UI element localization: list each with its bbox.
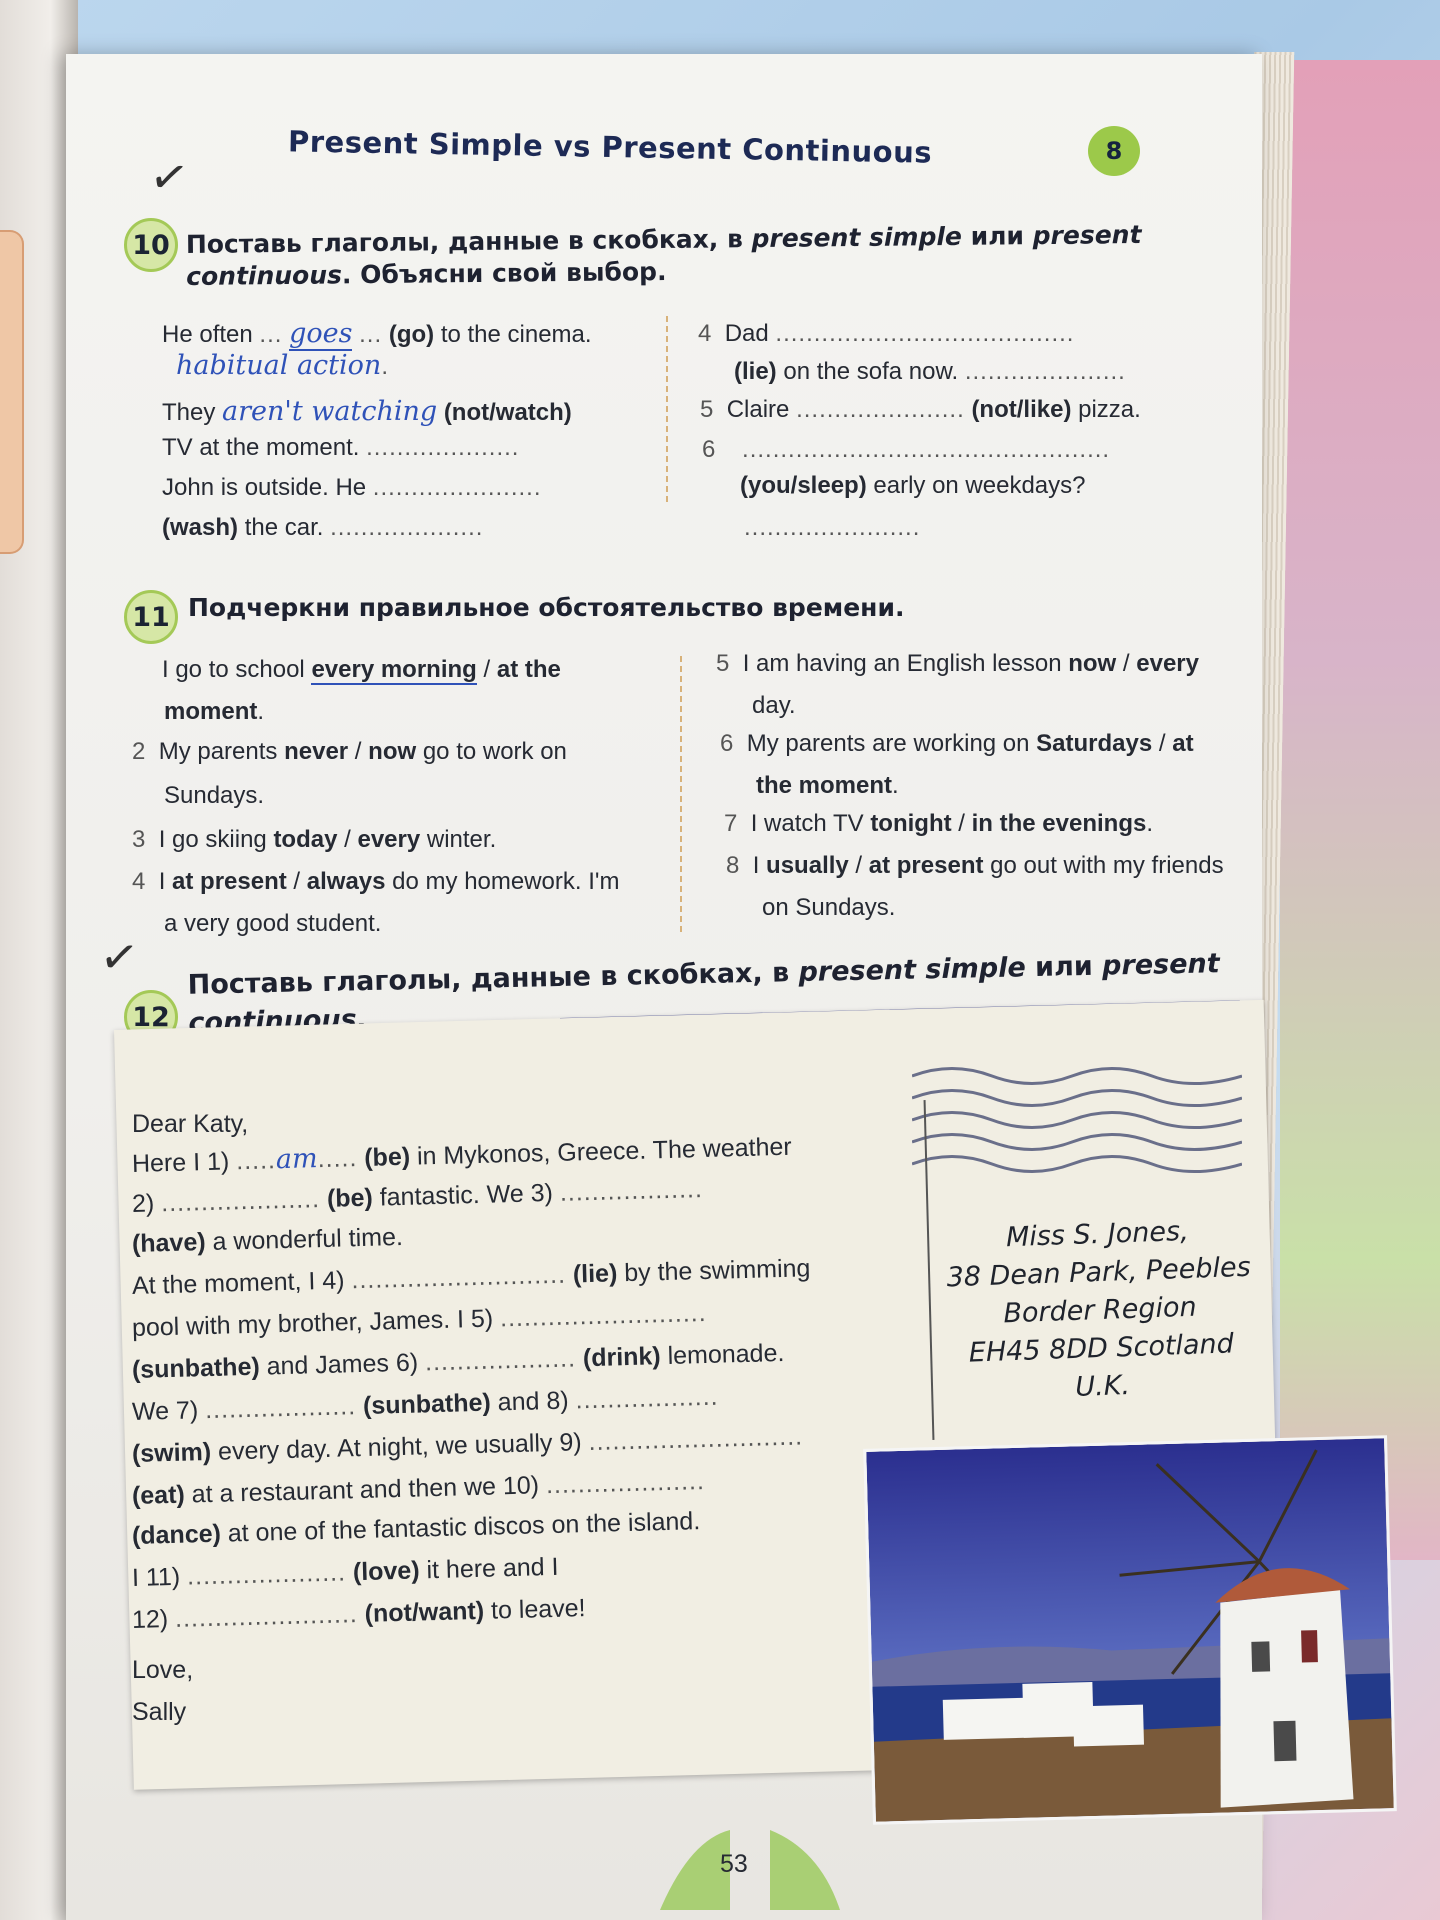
left-page-tab: [0, 230, 24, 554]
exercise-10-instruction: Поставь глаголы, данные в скобках, в present simple или present continuous. Объясни свой выбор.: [185, 219, 1142, 292]
letter-line-7: We 7) ................... (sunbathe) and 8) ..................: [131, 1382, 719, 1426]
ex10-item-3-cont: (wash) the car. ....................: [162, 514, 484, 541]
letter-line-5: pool with my brother, James. I 5) ..........................: [131, 1298, 707, 1342]
ex10-item-1-reason: habitual action.: [176, 350, 389, 381]
ex11-item-3: 3 I go skiing today / every winter.: [132, 826, 497, 853]
ex11-item-4: 4 I at present / always do my homework. I'm: [132, 868, 620, 895]
ex10-item-6-cont: (you/sleep) early on weekdays?: [740, 472, 1086, 499]
page-title: Present Simple vs Present Continuous: [287, 124, 933, 170]
ex11-item-2: 2 My parents never / now go to work on: [132, 738, 567, 765]
ex10-item-2-cont: TV at the moment. ....................: [162, 434, 520, 461]
letter-line-12: 12) ....................... (not/want) to leave!: [131, 1594, 586, 1634]
letter-line-4: At the moment, I 4) ........................... (lie) by the swimming: [131, 1254, 811, 1300]
postmark-waves: [912, 1056, 1242, 1176]
exercise-10-number: 10: [124, 218, 178, 272]
letter-answer-1: am: [275, 1143, 318, 1176]
ex11-item-7: 7 I watch TV tonight / in the evenings.: [724, 810, 1153, 837]
letter-line-10: (dance) at one of the fantastic discos on the island.: [131, 1507, 701, 1550]
exercise-12-instruction: Поставь глаголы, данные в скобках, в present simple или present continuous.: [187, 948, 1220, 1039]
ex11-item-5: 5 I am having an English lesson now / every: [716, 650, 1199, 677]
map-region-right: [1280, 60, 1440, 1560]
checkmark-icon: ✓: [96, 927, 143, 987]
ex10-item-1-answer: goes: [289, 318, 353, 349]
letter-greeting: Dear Katy,: [132, 1110, 249, 1138]
ex10-item-6: 6 ................................................: [702, 436, 1111, 463]
letter-closing: Love,: [132, 1656, 194, 1684]
ex11-column-divider: [680, 656, 682, 932]
ex11-item-6-cont: the moment.: [756, 772, 899, 799]
ex11-item-2-cont: Sundays.: [164, 782, 265, 809]
letter-signature: Sally: [132, 1698, 187, 1726]
ex10-item-4: 4 Dad .......................................: [698, 320, 1075, 347]
ex10-item-4-cont: (lie) on the sofa now. .....................: [734, 358, 1126, 385]
letter-line-1: Here I 1) .....am..... (be) in Mykonos, Greece. The weather: [131, 1132, 793, 1178]
letter-line-2: 2) .................... (be) fantastic. We 3) ..................: [131, 1175, 704, 1218]
ex10-item-6-line: .......................: [744, 514, 921, 541]
exercise-11-instruction: Подчеркни правильное обстоятельство времени.: [188, 593, 905, 622]
ex11-item-6: 6 My parents are working on Saturdays / at: [720, 730, 1194, 757]
checkmark-icon: ✓: [145, 147, 193, 207]
page-number-tabs: [650, 1830, 850, 1910]
exercise-11-number: 11: [124, 590, 178, 644]
ex10-item-3: John is outside. He ......................: [162, 474, 542, 501]
unit-badge: 8: [1088, 126, 1140, 176]
letter-line-11: I 11) .................... (love) it here and I: [131, 1552, 559, 1592]
ex10-column-divider: [666, 316, 668, 502]
ex11-item-1-cont: moment.: [164, 698, 265, 725]
postcard-address: Miss S. Jones, 38 Dean Park, Peebles Border Region EH45 8DD Scotland U.K.: [946, 1215, 1252, 1403]
letter-line-3: (have) a wonderful time.: [131, 1222, 404, 1258]
ex11-item-8-cont: on Sundays.: [762, 894, 896, 921]
ex10-item-2: They aren't watching (not/watch): [162, 396, 572, 427]
ex11-item-1: I go to school every morning / at the: [162, 656, 561, 683]
ex10-item-5: 5 Claire ...................... (not/like) pizza.: [700, 396, 1141, 423]
letter-line-8: (swim) every day. At night, we usually 9) ...........................: [131, 1422, 804, 1468]
ex11-item-4-cont: a very good student.: [164, 910, 382, 937]
exercise-12-number: 12: [124, 990, 178, 1044]
page-number: 53: [720, 1850, 748, 1878]
windmill-photo: [863, 1435, 1397, 1825]
ex11-item-8: 8 I usually / at present go out with my friends: [726, 852, 1224, 879]
ex11-item-5-cont: day.: [752, 692, 796, 719]
ex10-item-1: He often ... goes ... (go) to the cinema.: [162, 318, 592, 349]
letter-line-9: (eat) at a restaurant and then we 10) ....................: [131, 1467, 706, 1510]
letter-line-6: (sunbathe) and James 6) ................... (drink) lemonade.: [131, 1338, 785, 1384]
ex10-item-2-answer: aren't watching: [222, 396, 438, 427]
